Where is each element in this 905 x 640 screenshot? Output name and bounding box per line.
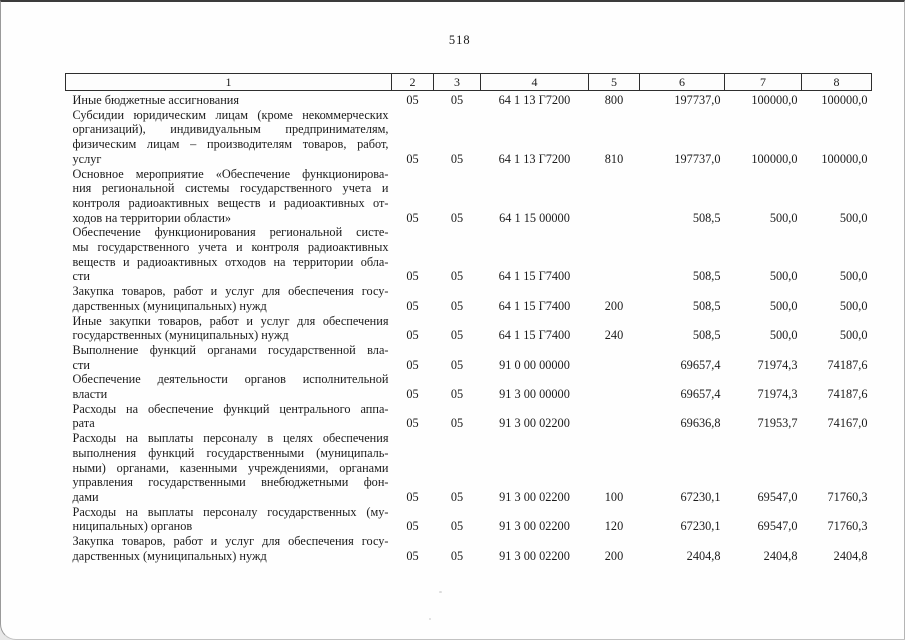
cell-col6: 508,5 (692, 269, 721, 284)
table-row (66, 225, 872, 284)
label-line: управления государственными внебюджетными фон- (72, 475, 389, 490)
cell-col6: 69657,4 (680, 387, 721, 402)
cell-col7: 500,0 (769, 210, 798, 225)
label-line: дарственных (муниципальных) нужд (72, 298, 267, 313)
cell-col4: 64 1 15 Г7400 (498, 269, 571, 284)
column-header: 4 (481, 74, 589, 91)
cell-col3: 05 (450, 93, 464, 107)
row-label (66, 402, 392, 431)
cell-col8: 100000,0 (821, 93, 868, 107)
cell-col6: 508,5 (692, 298, 721, 313)
table-row (66, 343, 872, 372)
label-line: дами (72, 489, 99, 504)
cell-col7: 71974,3 (757, 357, 798, 372)
cell-col8: 71760,3 (827, 489, 868, 504)
cell-col4: 91 3 00 02200 (499, 489, 570, 504)
cell-col6: 69657,4 (680, 357, 721, 372)
cell-col5: 200 (604, 548, 624, 563)
cell-col7: 69547,0 (757, 519, 798, 534)
cell-col8: 500,0 (839, 298, 868, 313)
cell-col2: 05 (406, 269, 419, 284)
table-row (66, 431, 872, 505)
cell-col7: 2404,8 (763, 548, 798, 563)
cell-col7: 500,0 (769, 328, 798, 343)
cell-col5: 810 (604, 151, 624, 166)
cell-col3: 05 (450, 416, 464, 431)
label-line: рата (72, 416, 95, 431)
label-line: Расходы на выплаты персоналу государственных (му- (72, 504, 389, 519)
cell-col7: 100000,0 (751, 93, 798, 107)
cell-col8: 100000,0 (821, 151, 868, 166)
row-label (66, 314, 392, 343)
cell-col5 (589, 225, 640, 284)
label-line: ходов на территории области» (72, 210, 232, 225)
cell-col8: 74187,6 (827, 387, 868, 402)
cell-col5: 200 (604, 298, 624, 313)
column-header: 7 (725, 74, 802, 91)
cell-col4: 91 0 00 00000 (499, 357, 570, 372)
cell-col5: 800 (604, 93, 624, 107)
cell-col6: 197737,0 (674, 151, 721, 166)
row-label (66, 343, 392, 372)
cell-col3: 05 (450, 298, 464, 313)
cell-col3: 05 (450, 489, 464, 504)
cell-col7: 71974,3 (757, 387, 798, 402)
cell-col3: 05 (450, 519, 464, 534)
row-label (66, 91, 392, 108)
label-line: сти (72, 357, 90, 372)
row-label (66, 284, 392, 313)
cell-col4: 91 3 00 02200 (499, 416, 570, 431)
cell-col4: 91 3 00 02200 (499, 519, 570, 534)
cell-col3: 05 (450, 328, 464, 343)
cell-col2: 05 (406, 387, 419, 402)
cell-col6: 67230,1 (680, 489, 721, 504)
table-row (66, 372, 872, 401)
label-line: Основное мероприятие «Обеспечение функционирова- (72, 166, 389, 181)
cell-col2: 05 (406, 210, 419, 225)
cell-col7: 69547,0 (757, 489, 798, 504)
label-line: ными) органами, казенными учреждениями, органами (72, 460, 389, 475)
cell-col2: 05 (406, 548, 419, 563)
label-line: услуг (72, 151, 102, 166)
label-line: Закупка товаров, работ и услуг для обеспечения госу- (72, 534, 389, 549)
cell-col3: 05 (450, 210, 464, 225)
cell-col2: 05 (406, 93, 419, 107)
cell-col4: 64 1 15 Г7400 (498, 298, 571, 313)
column-header: 1 (66, 74, 392, 91)
row-label (66, 108, 392, 167)
column-header: 8 (802, 74, 872, 91)
cell-col5: 240 (604, 328, 624, 343)
cell-col7: 100000,0 (751, 151, 798, 166)
cell-col4: 64 1 13 Г7200 (498, 93, 571, 107)
cell-col7: 500,0 (769, 298, 798, 313)
cell-col5: 100 (604, 489, 624, 504)
label-line: мы государственного учета и контроля радиоактивных (72, 240, 389, 255)
scan-speck (429, 618, 431, 620)
cell-col7: 500,0 (769, 269, 798, 284)
cell-col6: 508,5 (692, 328, 721, 343)
label-line: ниципальных) органов (72, 519, 193, 534)
cell-col6: 197737,0 (674, 93, 721, 107)
label-line: сти (72, 269, 90, 284)
label-line: Расходы на обеспечение функций центрального аппа- (72, 401, 389, 416)
column-header: 6 (640, 74, 725, 91)
cell-col3: 05 (450, 357, 464, 372)
cell-col8: 500,0 (839, 269, 868, 284)
label-line: Закупка товаров, работ и услуг для обеспечения госу- (72, 284, 389, 299)
cell-col3: 05 (450, 387, 464, 402)
cell-col5 (589, 402, 640, 431)
label-line: Расходы на выплаты персоналу в целях обеспечения (72, 431, 389, 446)
table-header (66, 74, 872, 91)
cell-col2: 05 (406, 328, 419, 343)
label-line: организаций), индивидуальным предпринимателям, (72, 122, 389, 137)
cell-col5 (589, 343, 640, 372)
cell-col2: 05 (406, 416, 419, 431)
cell-col5: 120 (604, 519, 624, 534)
cell-col5 (589, 372, 640, 401)
table-row (66, 534, 872, 563)
cell-col3: 05 (450, 151, 464, 166)
cell-col3: 05 (450, 548, 464, 563)
cell-col2: 05 (406, 151, 419, 166)
label-line: Субсидии юридическим лицам (кроме некоммерческих (72, 107, 389, 122)
cell-col6: 508,5 (692, 210, 721, 225)
cell-col8: 74187,6 (827, 357, 868, 372)
cell-col3: 05 (450, 269, 464, 284)
table-row (66, 91, 872, 108)
scan-speck (439, 591, 442, 593)
column-header: 3 (434, 74, 481, 91)
label-line: дарственных (муниципальных) нужд (72, 548, 267, 563)
label-line: Обеспечение деятельности органов исполнительной (72, 372, 389, 387)
row-label (66, 225, 392, 284)
label-line: государственных (муниципальных) нужд (72, 328, 289, 343)
column-header: 2 (392, 74, 434, 91)
cell-col2: 05 (406, 489, 419, 504)
cell-col6: 67230,1 (680, 519, 721, 534)
label-line: ния региональной системы государственного учета и (72, 181, 389, 196)
cell-col6: 2404,8 (686, 548, 721, 563)
header-row (66, 74, 872, 91)
label-line: выполнения функций государственными (муниципаль- (72, 445, 389, 460)
row-label (66, 167, 392, 226)
cell-col4: 64 1 13 Г7200 (498, 151, 571, 166)
table-body (66, 91, 872, 564)
label-line: физическим лицам – производителям товаров, работ, (72, 137, 389, 152)
table-row (66, 314, 872, 343)
label-line: контроля радиоактивных веществ и радиоактивных от- (72, 195, 389, 210)
cell-col8: 74167,0 (827, 416, 868, 431)
table-row (66, 284, 872, 313)
table-row (66, 505, 872, 534)
table-row (66, 167, 872, 226)
table-row (66, 402, 872, 431)
cell-col4: 64 1 15 00000 (499, 210, 570, 225)
label-line: веществ и радиоактивных отходов на территории обла- (72, 254, 389, 269)
cell-col5 (589, 167, 640, 226)
column-header: 5 (589, 74, 640, 91)
cell-col4: 91 3 00 02200 (499, 548, 570, 563)
label-line: Иные закупки товаров, работ и услуг для обеспечения (72, 313, 389, 328)
row-label (66, 431, 392, 505)
cell-col6: 69636,8 (680, 416, 721, 431)
cell-col2: 05 (406, 519, 419, 534)
cell-col4: 64 1 15 Г7400 (498, 328, 571, 343)
cell-col4: 91 3 00 00000 (499, 387, 570, 402)
budget-table (65, 73, 872, 564)
label-line: Обеспечение функционирования региональной систе- (72, 225, 389, 240)
label-line: власти (72, 387, 108, 402)
cell-col7: 71953,7 (757, 416, 798, 431)
cell-col8: 500,0 (839, 210, 868, 225)
table-row (66, 108, 872, 167)
cell-col2: 05 (406, 357, 419, 372)
cell-col2: 05 (406, 298, 419, 313)
label-line: Выполнение функций органами государственной вла- (72, 342, 389, 357)
page-number: 518 (448, 33, 471, 47)
cell-col8: 71760,3 (827, 519, 868, 534)
label-line: Иные бюджетные ассигнования (72, 93, 240, 107)
cell-col8: 500,0 (839, 328, 868, 343)
row-label (66, 372, 392, 401)
row-label (66, 505, 392, 534)
row-label (66, 534, 392, 563)
cell-col8: 2404,8 (833, 548, 868, 563)
